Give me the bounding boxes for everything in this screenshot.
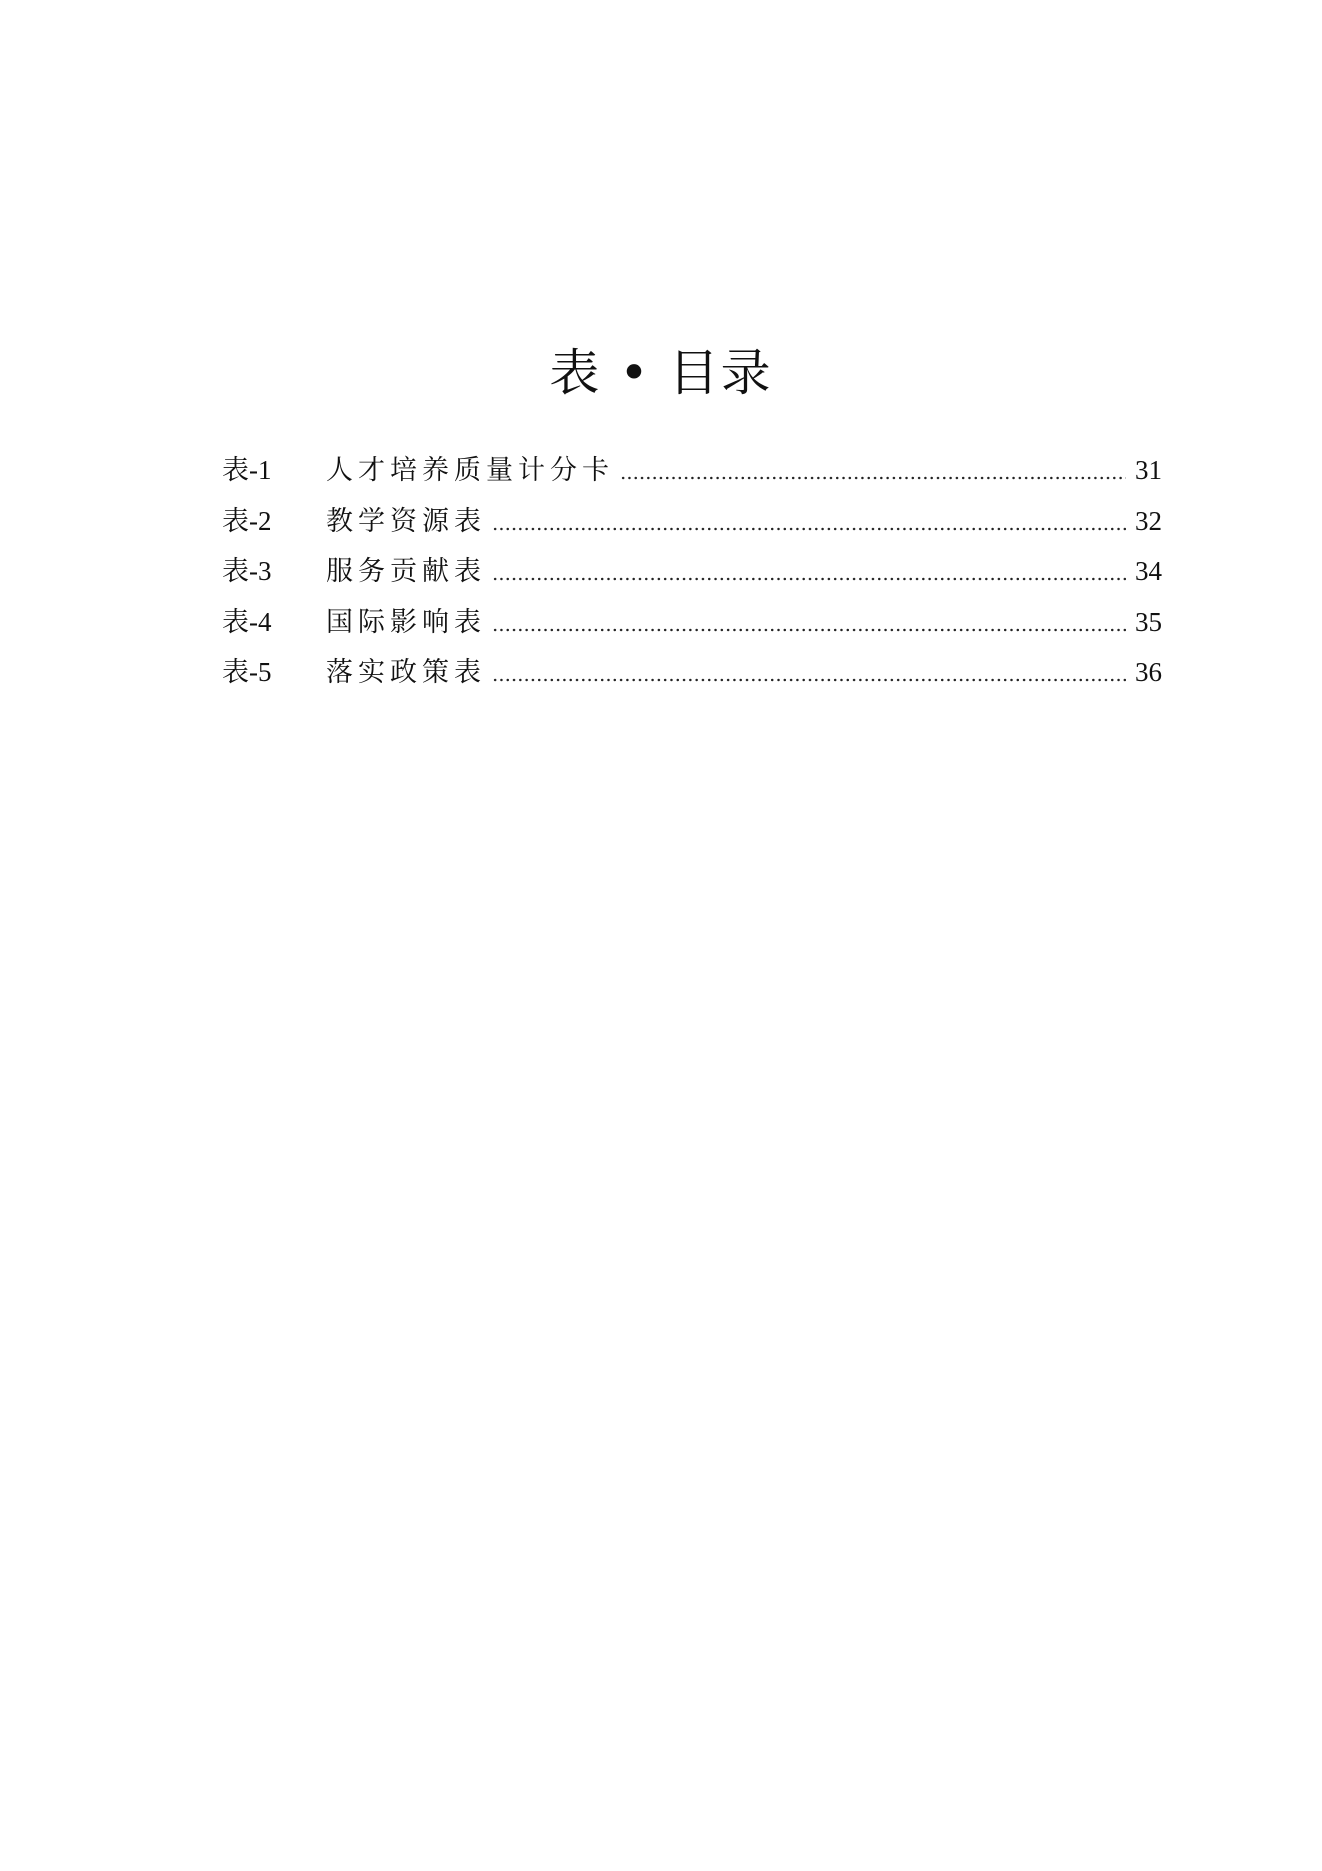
toc-entry-page: 35 [1135, 606, 1162, 637]
dot-leader [492, 521, 1126, 531]
toc-entry-label: 落实政策表 [326, 657, 486, 688]
dot-leader [492, 672, 1126, 682]
toc-entry-2[interactable] [222, 496, 1162, 547]
page-title: 表 • 目录 [549, 344, 773, 402]
toc-entry-number: 表-4 [222, 606, 272, 637]
dot-leader [492, 571, 1126, 581]
toc-entry-label: 人才培养质量计分卡 [326, 455, 614, 486]
toc-entry-number: 表-3 [222, 556, 272, 586]
toc-entry-1[interactable] [222, 445, 1162, 496]
table-of-contents [222, 445, 1162, 698]
toc-entry-label: 服务贡献表 [326, 556, 486, 587]
toc-entry-label: 国际影响表 [326, 606, 486, 638]
toc-entry-number: 表-5 [222, 657, 272, 687]
toc-entry-number: 表-1 [222, 455, 272, 485]
dot-leader [492, 622, 1126, 632]
toc-entry-number: 表-2 [222, 505, 272, 536]
toc-entry-5[interactable] [222, 647, 1162, 698]
toc-entry-page: 32 [1135, 505, 1162, 536]
toc-entry-page: 36 [1135, 657, 1162, 687]
dot-leader [620, 470, 1126, 480]
toc-entry-3[interactable] [222, 546, 1162, 597]
toc-entry-page: 34 [1135, 556, 1162, 586]
toc-entry-page: 31 [1135, 455, 1162, 485]
toc-entry-label: 教学资源表 [326, 505, 486, 537]
toc-entry-4[interactable] [222, 597, 1162, 648]
